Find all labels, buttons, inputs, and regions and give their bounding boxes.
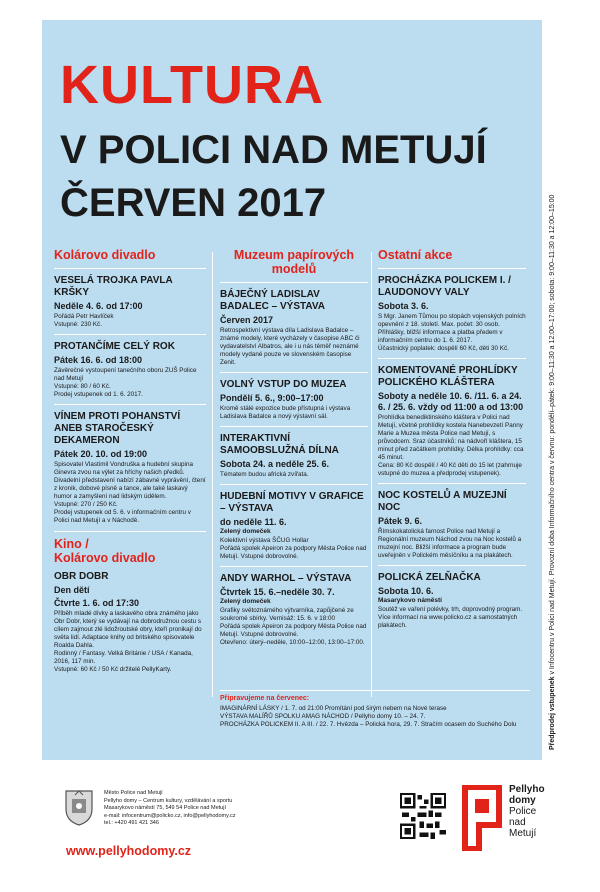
pellyho-domy-logo-text: [509, 784, 545, 839]
event-date: Pátek 16. 6. od 18:00: [54, 355, 143, 365]
event-text: Kromě stálé expozice bude přístupná i výstava Ladislava Badalce a nový výstavní sál.: [220, 405, 351, 420]
qr-code-icon: [400, 793, 446, 839]
event-date: Sobota 24. a neděle 25. 6.: [220, 459, 330, 469]
logo-line: domy: [509, 795, 536, 806]
event-title: NOC KOSTELŮ A MUZEJNÍ NOC: [378, 490, 507, 513]
event-text: Závěrečné vystoupení tanečního oboru ZUŠ Police nad Metují Vstupné: 80 / 60 Kč. Prodej vstupenek od 1. 6. 2017.: [54, 367, 197, 398]
event-title: VESELÁ TROJKA PAVLA KRŠKY: [54, 275, 173, 298]
event-title: VOLNÝ VSTUP DO MUZEA: [220, 379, 347, 390]
event-text: S Mgr. Janem Tůmou po stopách vojenských polních opevnění z 18. století. Max. počet: 30 osob. Přihlášky, bližší informace a platba předem v informačním centru do 1. 6. 2017. Účastnický poplatek: dospělí 60 Kč, děti 30 Kč.: [378, 313, 526, 352]
section-heading: Kolárovo divadlo: [54, 248, 206, 269]
event-date: Pátek 20. 10. od 19:00: [54, 449, 148, 459]
event-venue: Zelený domeček: [220, 598, 271, 605]
poster-subtitle-place: V POLICI NAD METUJÍ: [60, 128, 487, 172]
preparing-item: IMAGINÁRNÍ LÁSKY / 1. 7. od 21:00 Promítání pod širým nebem na Nové terase: [220, 705, 447, 712]
poster-subtitle-month: ČERVEN 2017: [60, 181, 327, 225]
divider: [378, 358, 526, 359]
event-date: Pátek 9. 6.: [378, 516, 423, 526]
section-heading: Kino / Kolárovo divadlo: [54, 537, 156, 565]
logo-line: nad: [509, 817, 526, 828]
event-date: Čtvrtek 15. 6.–neděle 30. 7.: [220, 587, 335, 597]
event-text: Příběh mladé dívky a laskavého obra známého jako Obr Dobr, který se vydávají na dobrodružnou cestu s cílem zajmout zlé lidožroutské obry, kteří pronikají do světa lidí. Adaptace knihy od britského spisovatele Roalda Dahla. Rodinný / Fantasy. Velká Británie / USA / Kanada, 2016, 117 min. Vstupné: 60 Kč / 50 Kč držitelé PellyKarty.: [54, 610, 202, 673]
column-kolarovo-divadlo: [54, 248, 206, 674]
divider: [54, 404, 206, 405]
pellyho-domy-logo-icon: [461, 785, 503, 851]
preparing-heading: Připravujeme na červenec:: [220, 695, 310, 702]
event-title: PROTANČÍME CELÝ ROK: [54, 341, 175, 352]
event-date: Červen 2017: [220, 315, 274, 325]
divider: [54, 334, 206, 335]
poster-title: KULTURA: [60, 55, 324, 115]
event-title: KOMENTOVANÉ PROHLÍDKY POLICKÉHO KLÁŠTERA: [378, 365, 518, 388]
logo-line: Metují: [509, 828, 537, 839]
event-title: HUDEBNÍ MOTIVY V GRAFICE – VÝSTAVA: [220, 491, 364, 514]
divider: [220, 426, 368, 427]
column-divider: [212, 252, 213, 697]
event-text: Pořádá Petr Havlíček Vstupné: 230 Kč.: [54, 313, 114, 328]
divider: [378, 483, 526, 484]
event-date: do neděle 11. 6.: [220, 517, 287, 527]
column-ostatni-akce: [378, 248, 526, 630]
event-text: Soutěž ve vaření polévky, trh, doprovodný program. Více informací na www.policko.cz a samostatných plakátech.: [378, 606, 523, 629]
kino-section: [54, 531, 206, 674]
event-text: Spisovatel Vlastimil Vondruška a hudební skupina Ginevra zvou na výlet za hříchy našich předků. Divadelní představení nabízí zábavné vyprávění, čtení z kronik, dobové písně a tance, ale také laskavý humor a zamyšlení nad lidským údělem. Vstupné: 270 / 250 Kč. Prodej vstupenek od 5. 6. v informačním centru v Polici nad Metují a v Náchodě.: [54, 461, 206, 524]
section-heading: Ostatní akce: [378, 248, 526, 269]
event-subtitle: Den dětí: [54, 585, 90, 595]
event-date: Sobota 10. 6.: [378, 586, 434, 596]
divider: [378, 565, 526, 566]
town-crest-icon: [64, 789, 94, 827]
preparing-item: VÝSTAVA MALÍŘŮ SPOLKU AMAG NÁCHOD / Pellyho domy 10. – 24. 7.: [220, 713, 426, 720]
event-venue: Masarykovo náměstí: [378, 597, 442, 604]
logo-line: Pellyho: [509, 784, 545, 795]
preparing-section: [220, 690, 530, 729]
event-venue: Zelený domeček: [220, 528, 271, 535]
address-block: Město Police nad Metují Pellyho domy – Centrum kultury, vzdělávání a sportu Masarykovo náměstí 75, 549 54 Police nad Metují e-mail: infocentrum@policko.cz, info@pellyhodomy.cz tel.: +420 491 421 346: [104, 790, 236, 826]
event-date: Soboty a neděle 10. 6. /11. 6. a 24. 6. / 25. 6. vždy od 11:00 a od 13:00: [378, 391, 524, 412]
event-title: INTERAKTIVNÍ SAMOOBSLUŽNÁ DÍLNA: [220, 433, 339, 456]
event-title: OBR DOBR: [54, 571, 109, 582]
event-text: Grafiky světoznámého výtvarníka, zapůjčené ze soukromé sbírky. Vernisáž: 15. 6. v 18:00 Pořádá spolek Apeiron za podpory Města Police nad Metují. Vstupné dobrovolné. Otevřeno: úterý–neděle, 10:00–12:00, 13:00–17:00.: [220, 607, 367, 646]
event-title: BÁJEČNÝ LADISLAV BADALEC – VÝSTAVA: [220, 289, 326, 312]
preparing-item: PROCHÁZKA POLICKEM II. A III. / 22. 7. Hvězda – Polická hora, 29. 7. Stračím ocasem do Suchého Dolu: [220, 721, 517, 728]
event-date: Neděle 4. 6. od 17:00: [54, 301, 143, 311]
event-text: Prohlídka benediktinského kláštera v Polici nad Metují, včetně prohlídky kostela Nanebevzetí Panny Marie a Muzea města Police nad Metují, s průvodcem. Sraz účastníků: na nádvoří kláštera, 15 minut před začátkem prohlídky. Délka prohlídky: cca 45 minut. Cena: 80 Kč dospělí / 40 Kč děti do 15 let (zahrnuje vstupné do muzea a předprodej vstupenek).: [378, 414, 524, 477]
event-date: Čtvrte 1. 6. od 17:30: [54, 598, 140, 608]
event-text: Kolektivní výstava ŠČUG Hollar Pořádá spolek Apeiron za podpory Města Police nad Metují. Vstupné dobrovolné.: [220, 537, 367, 560]
sales-info-bold: Předprodej vstupenek: [549, 676, 556, 750]
divider: [220, 484, 368, 485]
sales-info-text: v Infocentru v Polici nad Metují. Provozní doba Informačního centra v červnu: pondělí–pátek: 9:00–11:30 a 12:00–17:00; sobota: 9:00–11:30 a 12:00–15:00: [549, 194, 556, 677]
section-heading: Muzeum papírových modelů: [220, 248, 368, 283]
website-link[interactable]: www.pellyhodomy.cz: [66, 844, 192, 858]
logo-line: Police: [509, 806, 537, 817]
divider: [220, 566, 368, 567]
event-date: Pondělí 5. 6., 9:00–17:00: [220, 393, 324, 403]
event-text: Římskokatolická farnost Police nad Metují a Regionální muzeum Náchod zvou na Noc kostelů a muzejní noc. Bližší informace a program bude uveřejněn v Polickém měsíčníku a na plakátech.: [378, 528, 522, 559]
column-muzeum: [220, 248, 368, 647]
event-text: Tématem budou africká zvířata.: [220, 471, 309, 478]
divider: [220, 372, 368, 373]
event-text: Retrospektivní výstava díla Ladislava Badalce – známé modely, které vycházely v časopise ABC či vydavatelství Albatros, ale i u nás téměř neznámé modely vydané pouze ve slovenském časopise Zenit.: [220, 327, 360, 366]
sales-info-vertical: [548, 10, 557, 750]
column-divider: [371, 252, 372, 697]
event-title: VÍNEM PROTI POHANSTVÍ ANEB STAROČESKÝ DEKAMERON: [54, 411, 181, 446]
event-date: Sobota 3. 6.: [378, 301, 429, 311]
footer: [0, 760, 600, 892]
event-title: PROCHÁZKA POLICKEM I. / LAUDONOVY VALY: [378, 275, 511, 298]
event-title: POLICKÁ ZELŇAČKA: [378, 572, 481, 583]
event-title: ANDY WARHOL – VÝSTAVA: [220, 573, 352, 584]
